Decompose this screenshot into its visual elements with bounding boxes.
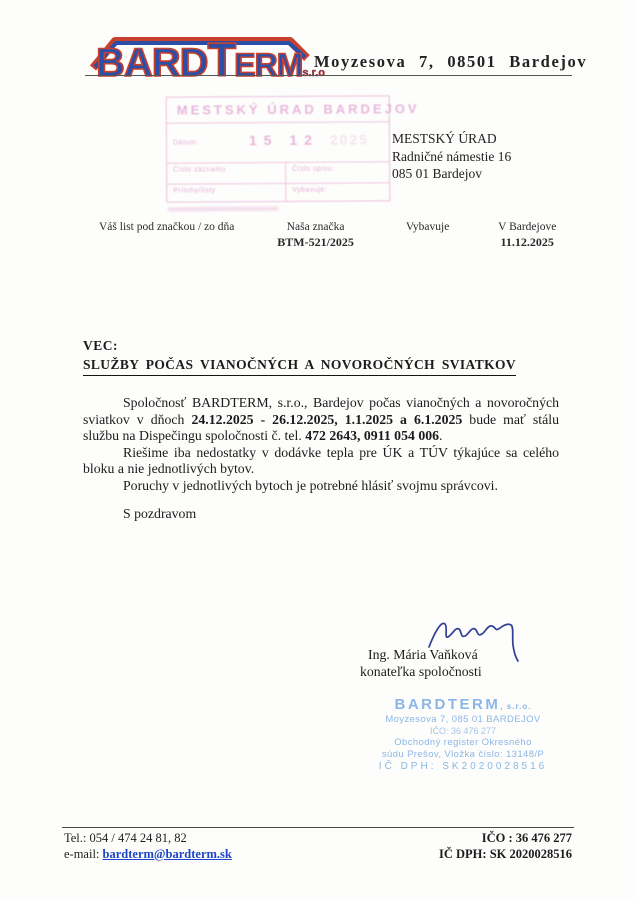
logo-text-t: T <box>207 33 235 86</box>
p1-text-c: . <box>439 428 443 444</box>
received-stamp-file-label: Číslo spisu: <box>285 162 389 183</box>
p1-text-b: bude mať stálu službu na Dispečingu spoločnosti č. tel. <box>83 411 559 444</box>
company-stamp-register-1: Obchodný register Okresného <box>394 737 532 748</box>
handled-by-label: Vybavuje <box>405 221 450 233</box>
received-stamp-date-value <box>249 131 369 148</box>
footer-ico: IČO : 36 476 277 <box>481 831 572 845</box>
signatory-block <box>360 646 482 680</box>
paragraph-1 <box>83 395 559 445</box>
received-stamp-handler-row <box>167 182 389 201</box>
received-stamp-year: 2025 <box>329 131 370 148</box>
subject-label: VEC: <box>83 338 118 353</box>
footer-phone: Tel.: 054 / 474 24 81, 82 <box>64 831 187 845</box>
received-stamp-number-row <box>167 161 389 183</box>
letterhead-address: Moyzesova 7, 08501 Bardejov <box>314 52 588 71</box>
received-stamp-handler-label: Vybavuje: <box>285 183 389 201</box>
your-ref-label: Váš list pod značkou / zo dňa <box>99 221 235 233</box>
company-stamp-name-main: BARDTERM <box>394 696 501 713</box>
letter-body <box>83 395 559 522</box>
closing-salutation: S pozdravom <box>123 505 197 521</box>
received-stamp-title: MESTSKÝ ÚRAD BARDEJOV <box>176 101 420 118</box>
company-stamp-name <box>352 697 574 714</box>
received-stamp-date-row <box>167 121 389 162</box>
received-stamp-record-label: Číslo záznamu <box>173 166 226 174</box>
recipient-address <box>392 130 511 183</box>
paragraph-2: Riešime iba nedostatky v dodávke tepla pre ÚK a TÚV týkajúce sa celého bloku a nie jednotlivých bytov. <box>83 444 559 477</box>
company-stamp-ico: IČO: 36 476 277 <box>429 725 497 736</box>
company-stamp <box>352 697 574 773</box>
footer-icdph: IČ DPH: SK 2020028516 <box>439 846 572 861</box>
received-stamp <box>166 95 420 202</box>
footer-email-label: e-mail: <box>64 846 103 861</box>
email-link[interactable]: bardterm@bardterm.sk <box>102 846 232 861</box>
our-ref-value: BTM-521/2025 <box>277 235 354 249</box>
reference-row <box>85 221 577 250</box>
recipient-line-3: 085 01 Bardejov <box>392 166 482 181</box>
recipient-line-1: MESTSKÝ ÚRAD <box>392 131 497 146</box>
letter-date: 11.12.2025 <box>500 235 554 249</box>
subject-title: SLUŽBY POČAS VIANOČNÝCH A NOVOROČNÝCH SVIATKOV <box>83 357 516 376</box>
p1-dates: 24.12.2025 - 26.12.2025, 1.1.2025 a 6.1.2025 <box>191 411 463 427</box>
received-stamp-date-label: Dátum: <box>172 139 199 147</box>
footer-email-line <box>64 847 232 863</box>
paragraph-3: Poruchy v jednotlivých bytoch je potrebné hlásiť svojmu správcovi. <box>123 477 498 493</box>
our-ref-column <box>253 221 377 250</box>
signatory-name: Ing. Mária Vaňková <box>368 647 478 662</box>
p1-phones: 472 2643, 0911 054 006 <box>305 428 440 444</box>
footer-company-ids <box>439 831 572 862</box>
p1-text-a: Spoločnosť BARDTERM, s.r.o., Bardejov počas vianočných a novoročných sviatkov v dňoch <box>83 395 559 427</box>
company-stamp-register-2: súdu Prešov, Vložka číslo: 13148/P <box>381 748 545 760</box>
received-stamp-date: 15 12 <box>248 131 320 149</box>
handled-by-column <box>378 221 478 250</box>
place-date-column <box>477 221 577 250</box>
place-label: V Bardejove <box>498 221 557 233</box>
recipient-line-2: Radničné námestie 16 <box>392 148 512 164</box>
company-stamp-address: Moyzesova 7, 085 01 BARDEJOV <box>385 714 541 725</box>
company-stamp-icdph: IČ DPH: SK2020028516 <box>378 761 548 772</box>
logo-suffix: s.r.o <box>302 67 325 79</box>
footer-contact <box>64 831 232 862</box>
stamp-smudge <box>168 207 278 212</box>
logo-text-bard: BARD <box>96 41 208 85</box>
subject-block <box>83 338 516 376</box>
logo-text-erm: ERM <box>234 47 303 83</box>
received-stamp-attachments-label: Prílohy/listy <box>173 187 216 195</box>
our-ref-label: Naša značka <box>286 221 345 233</box>
letterhead-divider <box>85 75 572 76</box>
footer-divider <box>62 827 574 828</box>
signatory-title: konateľka spoločnosti <box>360 664 482 679</box>
company-stamp-name-suffix: , s.r.o. <box>500 702 532 711</box>
bardterm-logo <box>86 26 325 86</box>
your-ref-column <box>85 221 253 250</box>
